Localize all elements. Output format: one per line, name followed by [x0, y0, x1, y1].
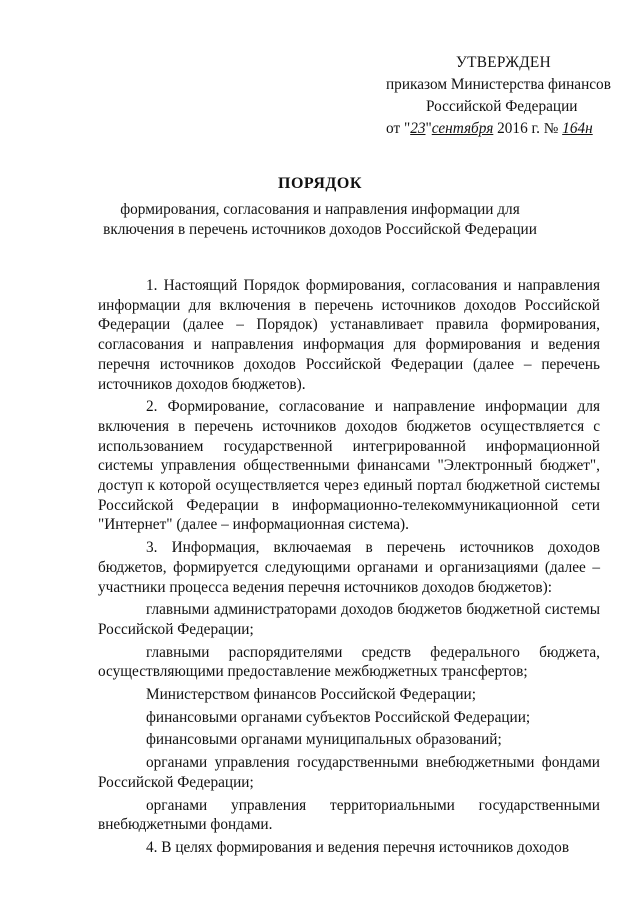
approval-title: УТВЕРЖДЕН [456, 54, 551, 71]
list-item: органами управления государственными внебюджетными фондами Российской Федерации; [98, 754, 600, 791]
approval-date-year: 2016 г. № [493, 120, 563, 137]
approval-month: сентября [431, 120, 494, 137]
approval-number: 164н [562, 120, 593, 137]
document-subtitle: формирования, согласования и направления информации для включения в перечень источников доходов Российской Федерации [103, 201, 537, 238]
approval-date-prefix: от " [386, 120, 411, 137]
paragraph-2: 2. Формирование, согласование и направление информации для включения в перечень источников доходов бюджетов осуществляется с использованием государственной интегрированной информационной системы управления общественными финансами "Электронный бюджет", доступ к которой осуществляется через единый портал бюджетной системы Российской Федерации в информационно-телекоммуникационной сети "Интернет" (далее – информационная система). [98, 398, 600, 534]
list-item: органами управления территориальными государственными внебюджетными фондами. [98, 796, 600, 834]
list-item: Министерством финансов Российской Федерации; [146, 686, 476, 704]
list-item: главными администраторами доходов бюджетов бюджетной системы Российской Федерации; [98, 601, 600, 638]
approval-line-federation: Российской Федерации [426, 98, 578, 115]
paragraph-3: 3. Информация, включаемая в перечень источников доходов бюджетов, формируется следующими органами и организациями (далее – участники процесса ведения перечня источников доходов бюджетов): [98, 539, 600, 596]
list-item: финансовыми органами муниципальных образований; [146, 731, 502, 749]
paragraph-1: 1. Настоящий Порядок формирования, согласования и направления информации для включения в перечень источников доходов Российской Федерации (далее – Порядок) устанавливает правила формирования, согласования и направления информация для формирования и ведения перечня источников доходов Российской Федерации (далее – перечень источников доходов бюджетов). [98, 277, 600, 393]
approval-day: 23 [410, 120, 426, 137]
document-body [98, 276, 600, 858]
approval-date-quote: " [425, 120, 432, 137]
paragraph-4: 4. В целях формирования и ведения перечня источников доходов [146, 838, 570, 856]
approval-stamp [386, 52, 626, 140]
document-title: ПОРЯДОК [278, 175, 362, 192]
approval-line-ministry: приказом Министерства финансов [386, 76, 611, 93]
list-item: финансовыми органами субъектов Российской Федерации; [146, 708, 531, 726]
approval-date-line [386, 118, 626, 140]
list-item: главными распорядителями средств федерального бюджета, осуществляющими предоставление межбюджетных трансфертов; [98, 643, 600, 681]
